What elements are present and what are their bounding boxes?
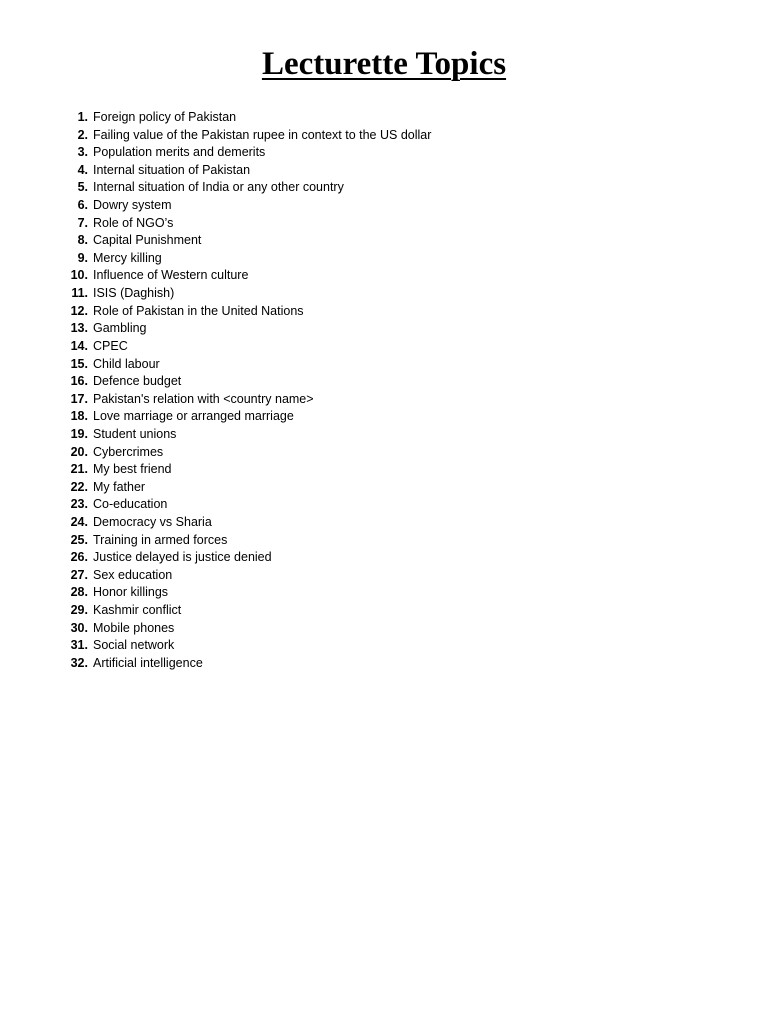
list-item-text: Role of NGO’s — [93, 215, 174, 230]
list-item-text: Internal situation of India or any other country — [93, 180, 344, 195]
list-item-text: CPEC — [93, 338, 128, 353]
list-item — [64, 197, 431, 215]
list-item — [64, 655, 431, 673]
list-item-text: Artificial intelligence — [93, 655, 203, 670]
list-item — [64, 549, 431, 567]
list-item — [64, 479, 431, 497]
list-item-text: Capital Punishment — [93, 233, 202, 248]
list-item-number: 8. — [77, 233, 88, 248]
list-item — [64, 356, 431, 374]
list-item — [64, 250, 431, 268]
list-item-text: My father — [93, 479, 146, 494]
list-item-number: 9. — [77, 250, 88, 265]
list-item-text: Democracy vs Sharia — [93, 515, 212, 530]
list-item-number: 22. — [70, 479, 88, 494]
list-item — [64, 109, 431, 127]
list-item-number: 4. — [77, 162, 88, 177]
list-item — [64, 567, 431, 585]
list-item-number: 24. — [70, 515, 88, 530]
list-item-text: Defence budget — [93, 374, 182, 389]
list-item-text: Cybercrimes — [93, 444, 164, 459]
list-item-text: My best friend — [93, 462, 172, 477]
list-item-number: 5. — [77, 180, 88, 195]
list-item-text: Pakistan's relation with <country name> — [93, 391, 314, 406]
list-item-number: 11. — [71, 286, 88, 301]
list-item-number: 31. — [70, 638, 88, 653]
list-item-text: Co-education — [93, 497, 168, 512]
list-item — [64, 461, 431, 479]
list-item — [64, 514, 431, 532]
list-item-text: Population merits and demerits — [93, 145, 266, 160]
list-item-number: 16. — [70, 374, 88, 389]
list-item-text: Failing value of the Pakistan rupee in context to the US dollar — [93, 127, 432, 142]
list-item — [64, 303, 431, 321]
list-item — [64, 267, 431, 285]
list-item — [64, 338, 431, 356]
list-item — [64, 496, 431, 514]
list-item-number: 29. — [70, 603, 88, 618]
list-item-number: 7. — [77, 215, 88, 230]
page-title-text: Lecturette Topics — [261, 46, 507, 82]
list-item-text: Influence of Western culture — [93, 268, 249, 283]
list-item-number: 17. — [70, 391, 88, 406]
list-item — [64, 179, 431, 197]
list-item-text: Sex education — [93, 567, 173, 582]
list-item — [64, 408, 431, 426]
list-item — [64, 391, 431, 409]
list-item-text: Justice delayed is justice denied — [93, 550, 272, 565]
list-item-number: 21. — [70, 462, 88, 477]
list-item-number: 25. — [70, 532, 88, 547]
list-item-number: 3. — [77, 145, 88, 160]
list-item-number: 2. — [77, 127, 88, 142]
list-item — [64, 232, 431, 250]
list-item-number: 20. — [70, 444, 88, 459]
list-item — [64, 215, 431, 233]
list-item-text: Kashmir conflict — [93, 603, 182, 618]
list-item — [64, 637, 431, 655]
list-item-text: Dowry system — [93, 198, 172, 213]
list-item-text: Love marriage or arranged marriage — [93, 409, 294, 424]
list-item — [64, 285, 431, 303]
list-item-text: Child labour — [93, 356, 160, 371]
list-item-number: 12. — [70, 303, 88, 318]
list-item-number: 30. — [70, 620, 88, 635]
list-item — [64, 426, 431, 444]
list-item — [64, 620, 431, 638]
list-item — [64, 532, 431, 550]
list-item — [64, 373, 431, 391]
list-item-number: 28. — [70, 585, 88, 600]
list-item-text: Mercy killing — [93, 250, 162, 265]
list-item-number: 6. — [77, 198, 88, 213]
list-item-text: Role of Pakistan in the United Nations — [93, 303, 304, 318]
list-item-number: 15. — [70, 356, 88, 371]
list-item-number: 23. — [70, 497, 88, 512]
topic-list — [64, 109, 431, 673]
list-item-text: Internal situation of Pakistan — [93, 162, 251, 177]
list-item-text: ISIS (Daghish) — [93, 286, 175, 301]
list-item — [64, 320, 431, 338]
list-item-number: 27. — [70, 567, 88, 582]
page-title — [0, 44, 768, 84]
list-item — [64, 602, 431, 620]
list-item — [64, 584, 431, 602]
list-item — [64, 444, 431, 462]
list-item — [64, 144, 431, 162]
list-item-text: Honor killings — [93, 585, 169, 600]
list-item — [64, 162, 431, 180]
list-item-text: Mobile phones — [93, 620, 175, 635]
list-item-text: Social network — [93, 638, 175, 653]
list-item-text: Foreign policy of Pakistan — [93, 110, 237, 124]
list-item-number: 32. — [70, 655, 88, 670]
list-item — [64, 127, 431, 145]
list-item-number: 10. — [70, 268, 88, 283]
list-item-number: 13. — [70, 321, 88, 336]
list-item-number: 1. — [77, 110, 88, 124]
list-item-text: Student unions — [93, 426, 177, 441]
list-item-number: 18. — [70, 409, 88, 424]
list-item-number: 26. — [70, 550, 88, 565]
list-item-number: 19. — [70, 426, 88, 441]
list-item-text: Training in armed forces — [93, 532, 228, 547]
list-item-text: Gambling — [93, 321, 147, 336]
list-item-number: 14. — [70, 338, 88, 353]
